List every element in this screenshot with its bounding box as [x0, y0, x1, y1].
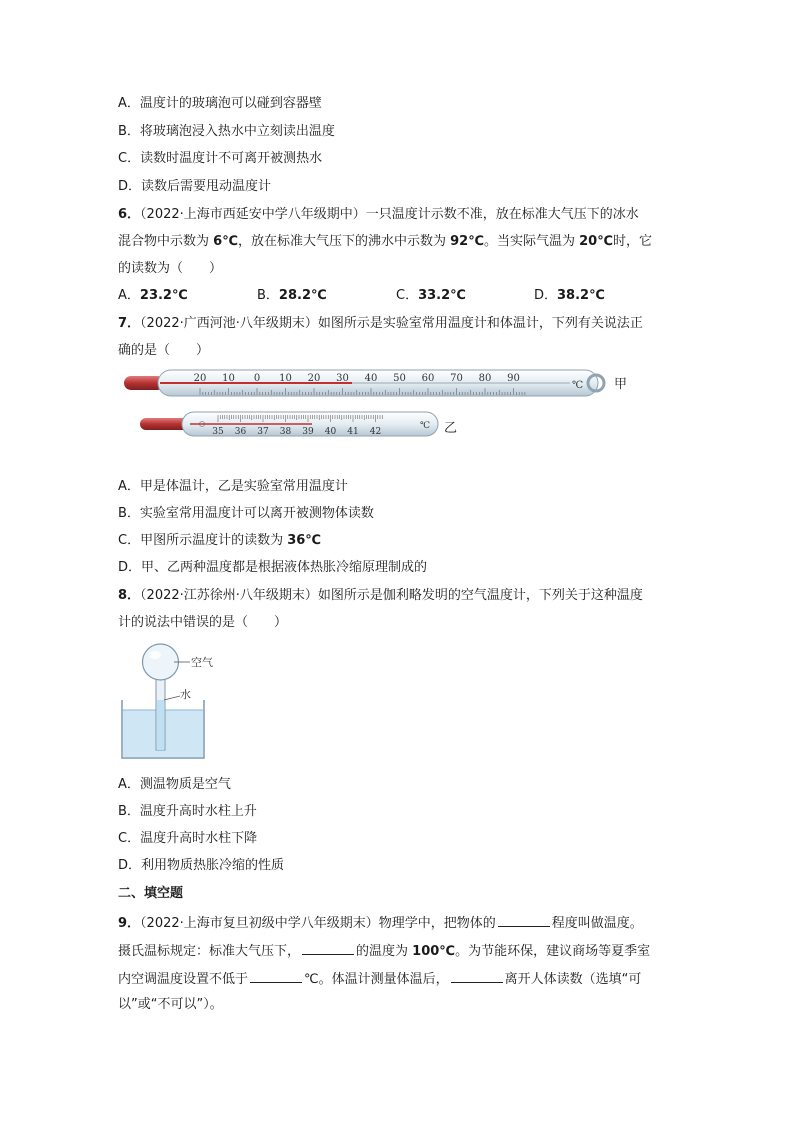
label-air: 空气: [191, 656, 213, 669]
q6-option-c: [396, 288, 466, 304]
q6-line-1: [118, 207, 639, 223]
q7-option-c-value: 36℃: [287, 533, 322, 548]
clinical-tick-label: 39: [302, 427, 314, 437]
q7-option-c: [118, 533, 321, 549]
q7-text-1: （2022·广西河池·八年级期末）如图所示是实验室常用温度计和体温计，下列有关说法正: [140, 316, 643, 331]
section-title-fill-blank: 二、填空题: [118, 886, 184, 901]
q9-number: 9．: [118, 916, 141, 931]
q6-option-d: [534, 288, 605, 304]
q6-option-c-value: 33.2℃: [418, 288, 466, 303]
q8-text-1: （2022·江苏徐州·八年级期末）如图所示是伽利略发明的空气温度计，下列关于这种温度: [140, 588, 643, 603]
q9-value-100: 100℃: [412, 944, 456, 959]
q9-blank-2[interactable]: [302, 942, 354, 955]
clinical-tick-label: 41: [347, 427, 359, 437]
clinical-thermometer-label: 乙: [444, 421, 458, 436]
q6-option-b-letter: B．: [257, 288, 279, 303]
q8-line-1: [118, 588, 643, 604]
q5-option-d: D．读数后需要甩动温度计: [118, 179, 272, 194]
q7-number: 7．: [118, 316, 141, 331]
q6-option-a-value: 23.2℃: [139, 288, 188, 303]
q7-line-2: 确的是（ ）: [118, 343, 210, 358]
q9-line-2: [118, 942, 650, 960]
q9-line-1: [118, 914, 643, 932]
lab-tick-label: 70: [450, 373, 463, 384]
q5-option-b: B．将玻璃泡浸入热水中立刻读出温度: [118, 124, 335, 139]
water-leader-line: [164, 696, 180, 700]
q6-line-2: [118, 234, 652, 250]
q6-option-c-letter: C．: [396, 288, 419, 303]
q7-line-1: [118, 316, 643, 332]
q6-line-3: 的读数为（ ）: [118, 261, 223, 276]
clinical-thermometer: [140, 412, 438, 437]
q7-option-b: B．实验室常用温度计可以离开被测物体读数: [118, 506, 374, 521]
lab-tick-label: 40: [364, 373, 378, 384]
lab-tick-label: 10: [222, 373, 235, 384]
q9-blank-4[interactable]: [451, 970, 503, 983]
clinical-tick-label: 37: [257, 427, 269, 437]
q6-option-a: [118, 288, 188, 304]
clinical-thermometer-unit: ℃: [420, 421, 431, 431]
q6-option-b-value: 28.2℃: [278, 288, 327, 303]
lab-tick-label: 50: [393, 373, 406, 384]
q7-option-c-text: C．甲图所示温度计的读数为: [118, 533, 284, 548]
bulb-highlight: [149, 651, 161, 659]
q8-option-b: B．温度升高时水柱上升: [118, 804, 257, 819]
q5-option-c: C．读数时温度计不可离开被测热水: [118, 151, 323, 166]
lab-tick-label: 60: [421, 373, 435, 384]
q6-option-b: [257, 288, 327, 304]
tube-water-column: [157, 700, 164, 750]
q9-text-1: （2022·上海市复旦初级中学八年级期末）物理学中，把物体的: [140, 916, 496, 931]
q9-blank-3[interactable]: [250, 970, 302, 983]
lab-thermometer: [124, 370, 604, 396]
q7-option-a: A．甲是体温计，乙是实验室常用温度计: [118, 479, 348, 494]
thermometer-figure: [120, 366, 640, 442]
q6-value-boil: 92℃: [450, 234, 484, 249]
label-water: 水: [180, 688, 191, 701]
q8-option-a: A．测温物质是空气: [118, 777, 231, 792]
q6-value-actual: 20℃: [579, 234, 613, 249]
q9-text-2: 程度叫做温度。: [551, 916, 643, 931]
q5-option-a: A．温度计的玻璃泡可以碰到容器壁: [118, 96, 322, 111]
clinical-tick-label: 42: [369, 427, 382, 437]
q6-text-5: 时，它: [612, 234, 652, 249]
q8-line-2: 计的说法中错误的是（ ）: [118, 615, 288, 630]
q9-text-3: 摄氏温标规定：标准大气压下，: [118, 944, 301, 959]
lab-tick-label: 0: [253, 373, 261, 384]
lab-tick-label: 10: [279, 373, 292, 384]
q9-text-6: 内空调温度设置不低于: [118, 972, 249, 987]
q6-option-d-letter: D．: [534, 288, 558, 303]
q6-text-4: 。当实际气温为: [483, 234, 575, 249]
lab-tick-label: 30: [336, 373, 349, 384]
clinical-tick-label: 38: [279, 427, 292, 437]
q7-option-d: D．甲、乙两种温度都是根据液体热胀冷缩原理制成的: [118, 560, 428, 575]
q9-text-5: 。为节能环保，建议商场等夏季室: [455, 944, 651, 959]
q6-option-d-value: 38.2℃: [557, 288, 605, 303]
q9-text-4: 的温度为: [356, 944, 409, 959]
q9-line-4: 以”或“不可以”）。: [118, 997, 223, 1012]
air-bulb: [143, 644, 179, 680]
q9-text-7: ℃。体温计测量体温后，: [304, 972, 449, 987]
q6-text-1: （2022·上海市西延安中学八年级期中）一只温度计示数不准，放在标准大气压下的冰水: [140, 207, 639, 222]
q6-text-2: 混合物中示数为: [118, 234, 210, 249]
q8-option-d: D．利用物质热胀冷缩的性质: [118, 858, 285, 873]
q8-number: 8．: [118, 588, 141, 603]
lab-tick-label: 90: [507, 373, 520, 384]
q6-value-ice: 6℃: [213, 234, 238, 249]
q8-option-c: C．温度升高时水柱下降: [118, 831, 258, 846]
lab-tick-label: 80: [478, 373, 492, 384]
q6-number: 6．: [118, 207, 141, 222]
lab-tick-label: 20: [307, 373, 321, 384]
q9-blank-1[interactable]: [498, 914, 550, 927]
clinical-tick-label: 40: [324, 427, 337, 437]
q9-line-3: [118, 970, 641, 988]
q6-text-3: ，放在标准大气压下的沸水中示数为: [237, 234, 446, 249]
clinical-tick-label: 36: [234, 427, 247, 437]
clinical-tick-label: 35: [212, 427, 224, 437]
lab-thermometer-unit: ℃: [572, 380, 584, 391]
q9-text-8: 离开人体读数（选填“可: [504, 972, 642, 987]
q6-option-a-letter: A．: [118, 288, 140, 303]
lab-thermometer-label: 甲: [614, 377, 628, 392]
air-thermometer-figure: [118, 640, 228, 764]
lab-tick-label: 20: [193, 373, 207, 384]
